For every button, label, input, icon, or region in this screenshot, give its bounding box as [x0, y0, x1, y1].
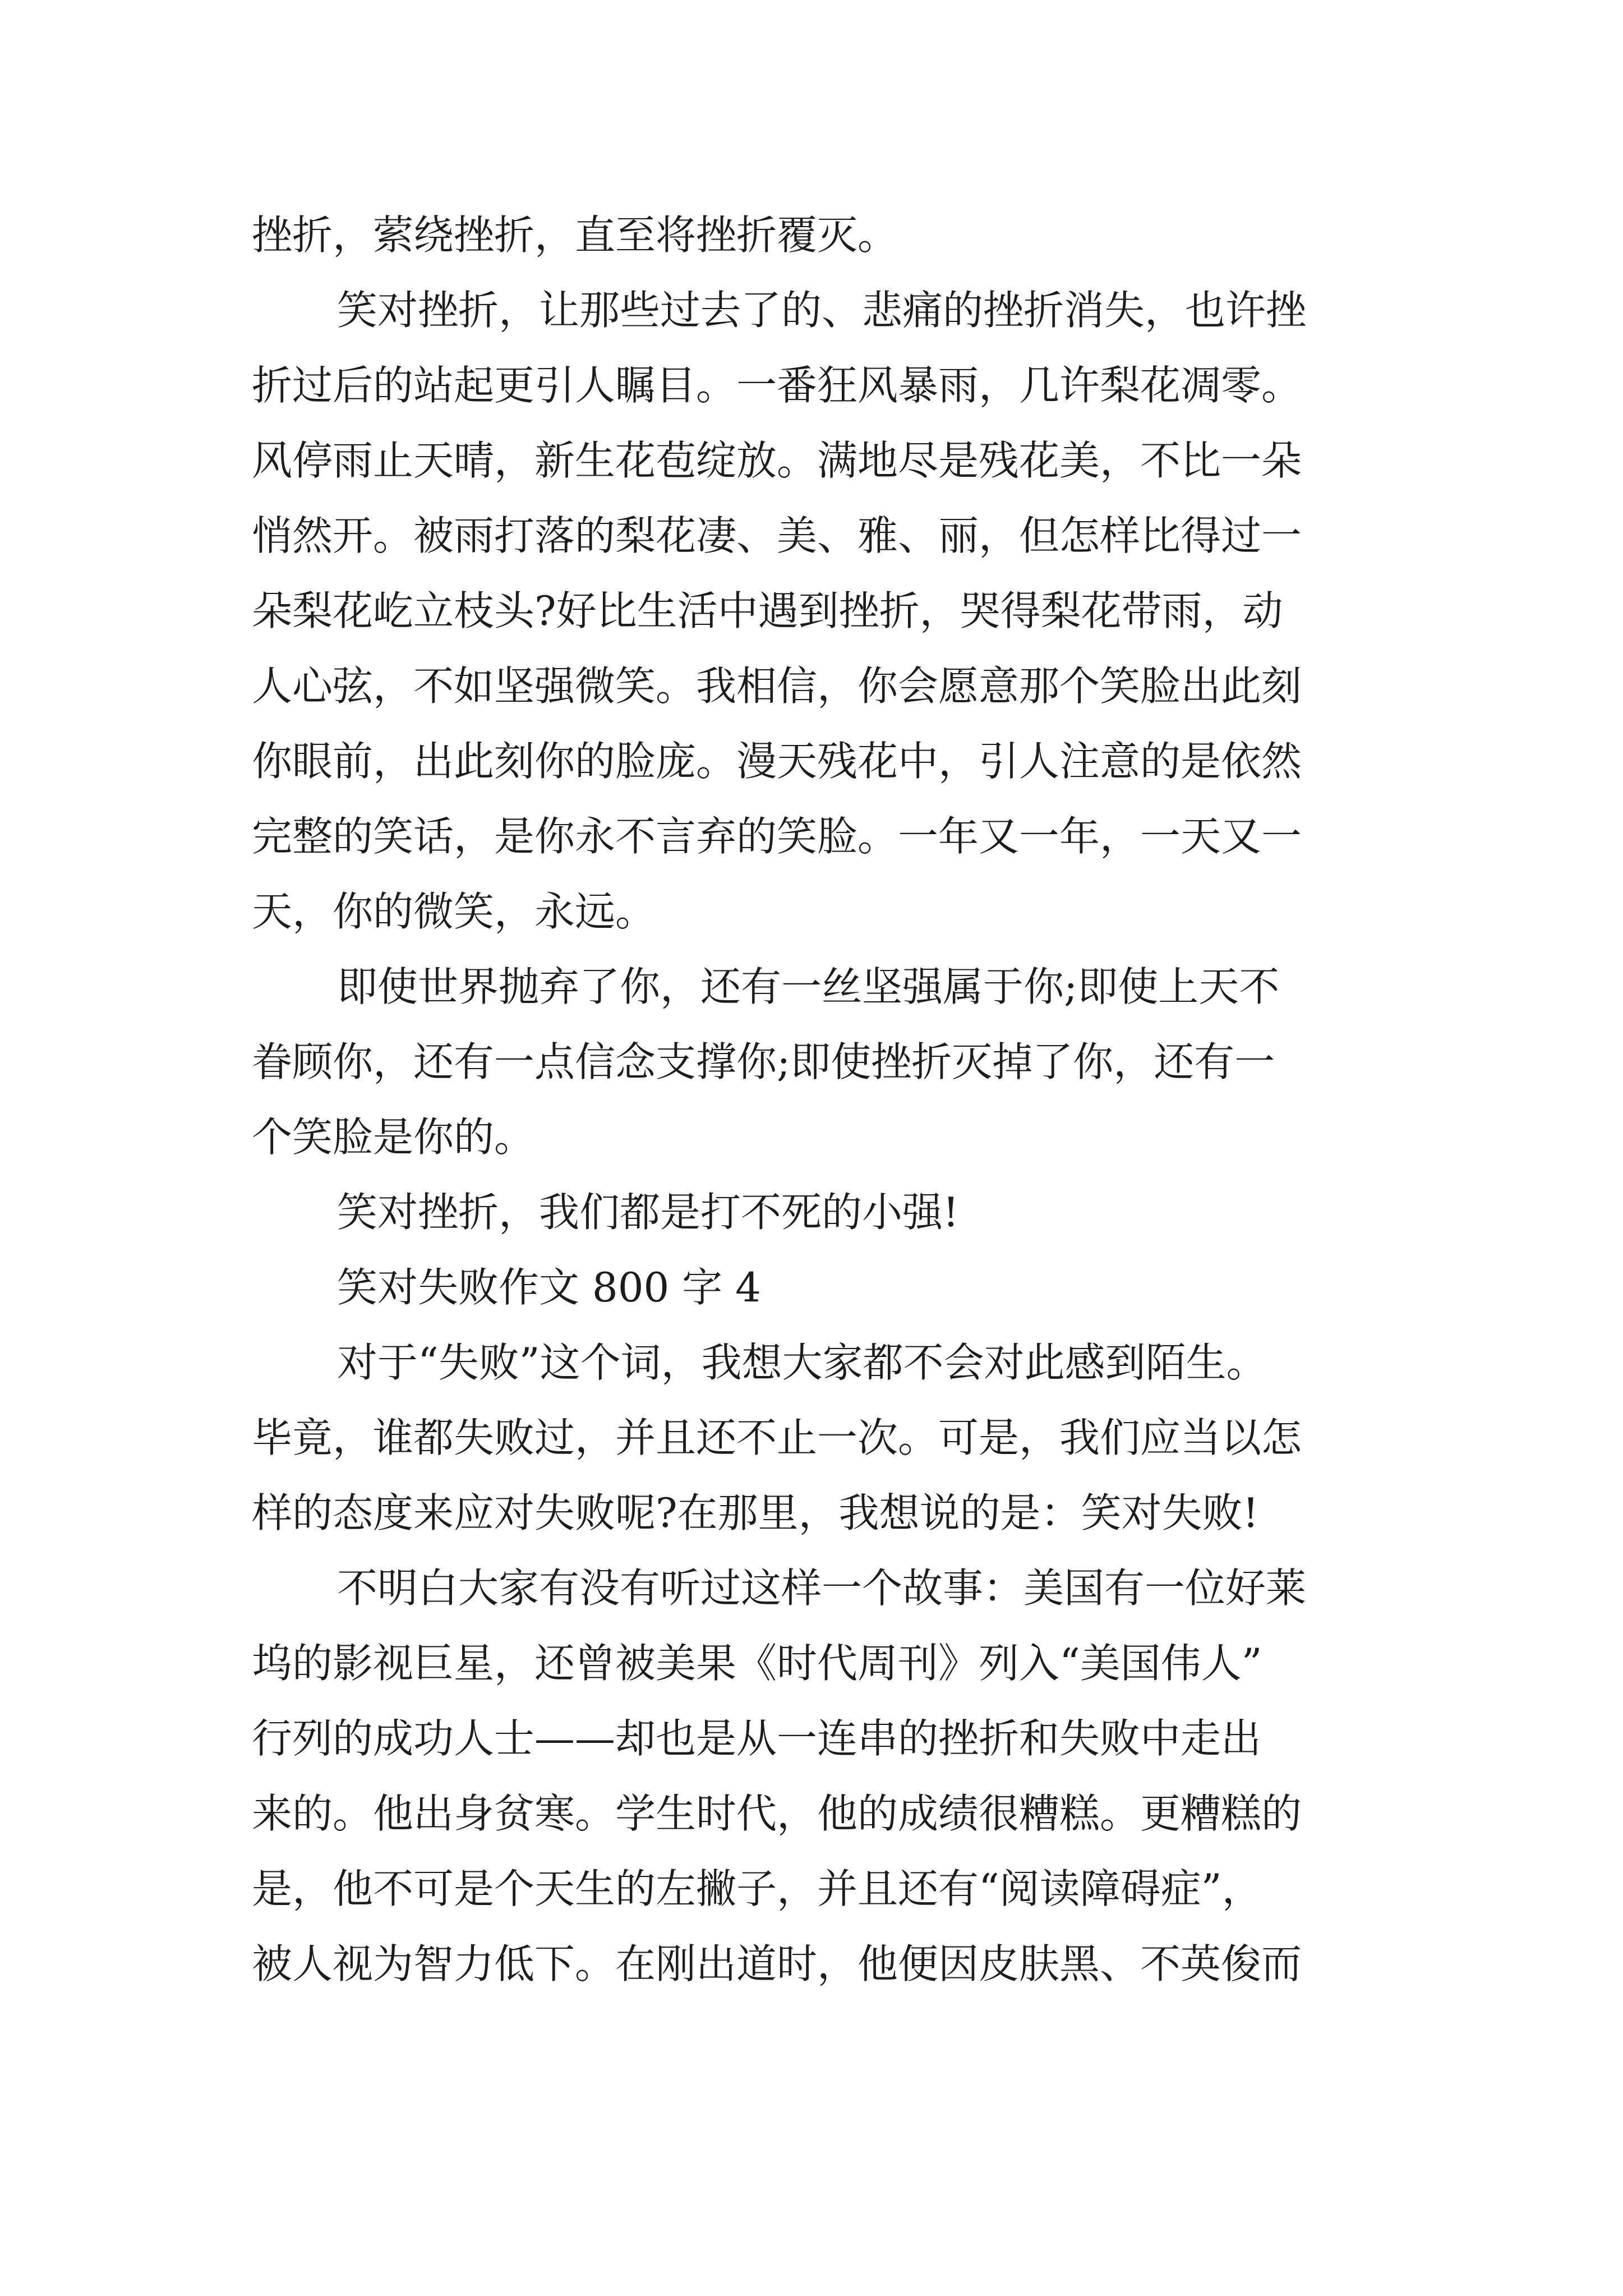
document-body: [252, 197, 1396, 2001]
text-line: 笑对失败作文 800 字 4: [337, 1264, 761, 1311]
text-line: 笑对挫折，我们都是打不死的小强!: [337, 1189, 959, 1236]
text-line: 不明白大家有没有听过这样一个故事：美国有一位好莱: [337, 1565, 1307, 1612]
text-line: 即使世界抛弃了你，还有一丝坚强属于你;即使上天不: [337, 963, 1280, 1010]
text-line: 是，他不可是个天生的左撇子，并且还有“阅读障碍症”，: [252, 1865, 1262, 1912]
text-line: 挫折，萦绕挫折，直至将挫折覆灭。: [252, 211, 898, 259]
text-line: 人心弦，不如坚强微笑。我相信，你会愿意那个笑脸出此刻: [252, 662, 1302, 710]
text-line: 完整的笑话，是你永不言弃的笑脸。一年又一年，一天又一: [252, 813, 1302, 860]
text-line: 眷顾你，还有一点信念支撑你;即使挫折灭掉了你，还有一: [252, 1038, 1275, 1085]
text-line: 个笑脸是你的。: [252, 1114, 535, 1161]
text-line: 行列的成功人士——却也是从一连串的挫折和失败中走出: [252, 1715, 1262, 1762]
text-line: 你眼前，出此刻你的脸庞。漫天残花中，引人注意的是依然: [252, 738, 1302, 785]
text-line: 折过后的站起更引人瞩目。一番狂风暴雨，几许梨花凋零。: [252, 362, 1302, 409]
text-line: 天，你的微笑，永远。: [252, 888, 656, 935]
text-line: 悄然开。被雨打落的梨花凄、美、雅、丽，但怎样比得过一: [252, 512, 1302, 559]
text-line: 坞的影视巨星，还曾被美果《时代周刊》列入“美国伟人”: [252, 1640, 1262, 1687]
text-line: 被人视为智力低下。在刚出道时，他便因皮肤黑、不英俊而: [252, 1940, 1302, 1987]
text-line: 朵梨花屹立枝头?好比生活中遇到挫折，哭得梨花带雨，动: [252, 587, 1283, 634]
text-line: 笑对挫折，让那些过去了的、悲痛的挫折消失，也许挫: [337, 287, 1307, 334]
text-line: 风停雨止天晴，新生花苞绽放。满地尽是残花美，不比一朵: [252, 437, 1302, 484]
text-line: 毕竟，谁都失败过，并且还不止一次。可是，我们应当以怎: [252, 1414, 1302, 1461]
text-line: 样的态度来应对失败呢?在那里，我想说的是：笑对失败!: [252, 1489, 1259, 1536]
text-line: 对于“失败”这个词，我想大家都不会对此感到陌生。: [337, 1339, 1267, 1386]
text-line: 来的。他出身贫寒。学生时代，他的成绩很糟糕。更糟糕的: [252, 1790, 1302, 1837]
